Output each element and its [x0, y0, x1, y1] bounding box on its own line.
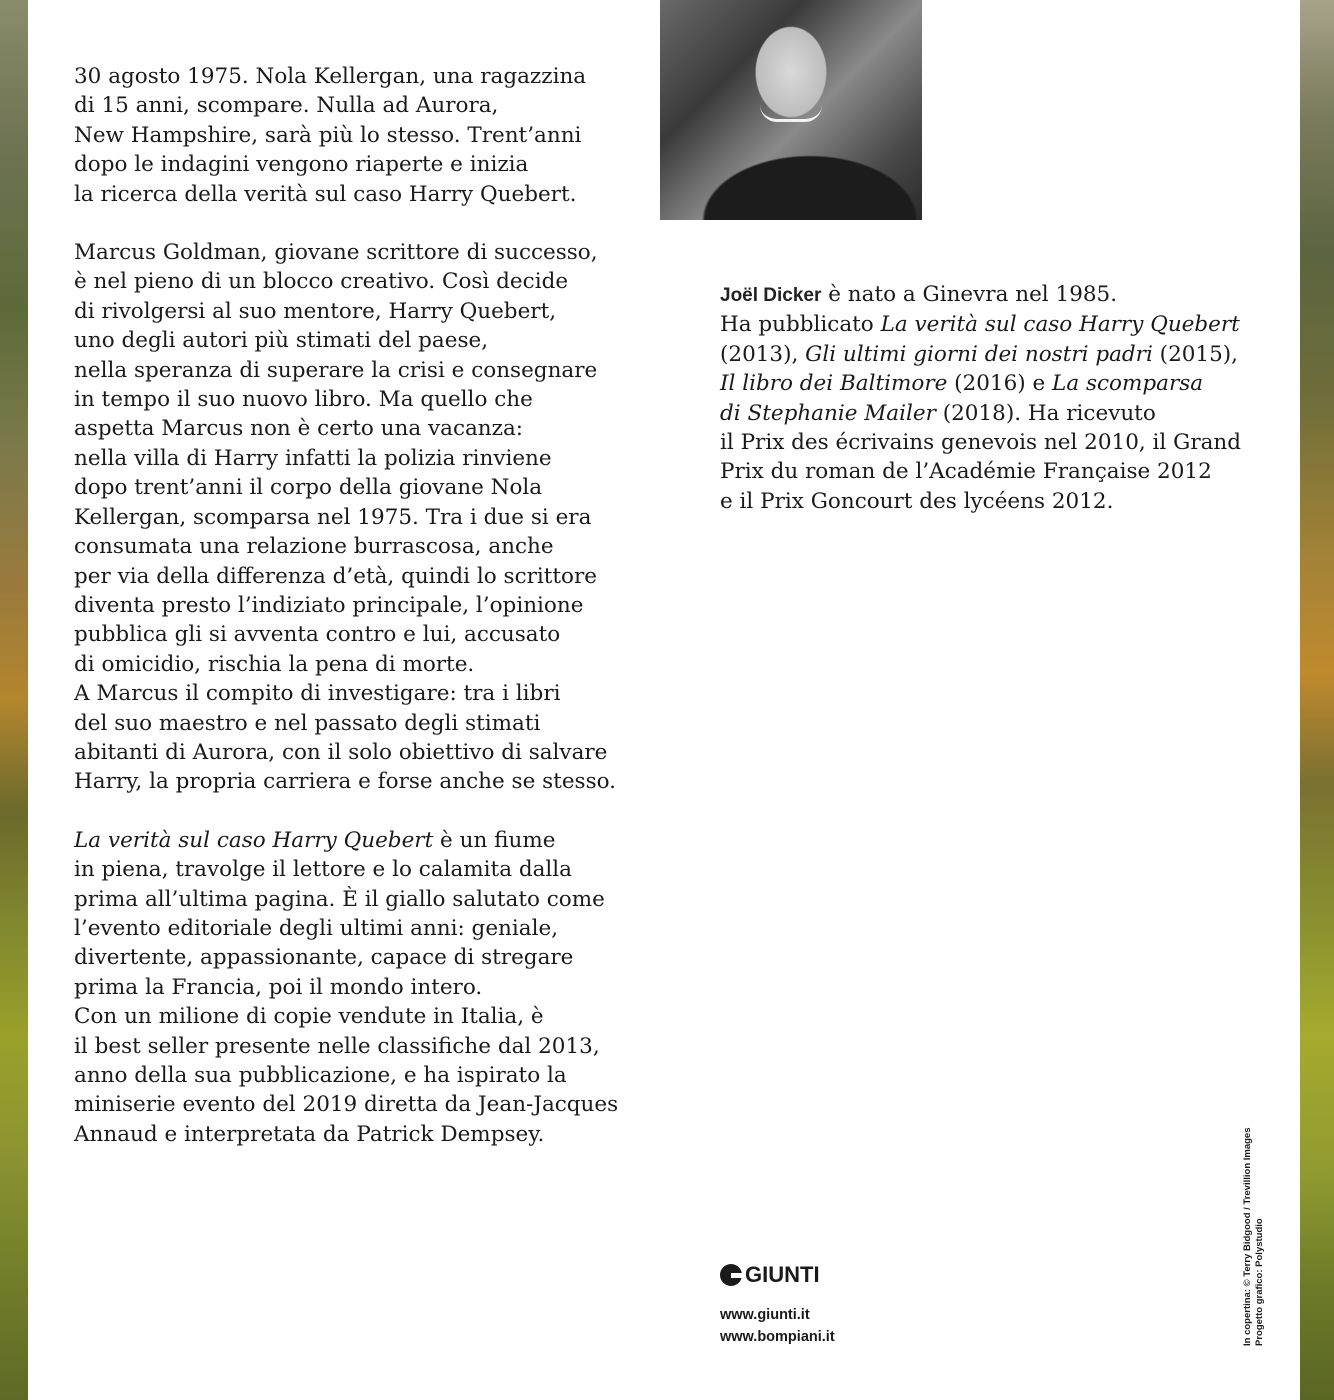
text-line: aspetta Marcus non è certo una vacanza: — [74, 416, 524, 442]
text-line: abitanti di Aurora, con il solo obiettivo di salvare — [74, 739, 608, 765]
url-link[interactable]: www.bompiani.it — [720, 1329, 835, 1345]
text-line: in piena, travolge il lettore e lo calamita dalla — [74, 857, 572, 883]
text-line: Ha pubblicato La verità sul caso Harry Quebert — [720, 312, 1240, 338]
text-line: per via della differenza d’età, quindi lo scrittore — [74, 563, 597, 589]
text-line: nella speranza di superare la crisi e consegnare — [74, 357, 598, 383]
credit-line: In copertina: © Terry Bidgood / Trevillion Images — [1242, 1127, 1253, 1346]
text-line: di 15 anni, scompare. Nulla ad Aurora, — [74, 93, 499, 119]
text-line: Kellergan, scomparsa nel 1975. Tra i due si era — [74, 504, 592, 530]
book-title: La verità sul caso Harry Quebert — [74, 827, 434, 853]
blurb-text — [74, 62, 619, 1149]
text-line: Joël Dicker è nato a Ginevra nel 1985. — [720, 282, 1118, 307]
publisher-urls — [720, 1304, 835, 1348]
text-line: Annaud e interpretata da Patrick Dempsey. — [74, 1121, 545, 1147]
cover-credits — [1242, 1128, 1266, 1347]
text-line: prima la Francia, poi il mondo intero. — [74, 974, 483, 1000]
text-line: e il Prix Goncourt des lycéens 2012. — [720, 488, 1114, 514]
text-line: pubblica gli si avventa contro e lui, accusato — [74, 622, 561, 648]
text-line: il Prix des écrivains genevois nel 2010, il Grand — [720, 430, 1242, 456]
giunti-g-icon — [720, 1264, 742, 1286]
blurb-paragraph-3 — [74, 826, 619, 1149]
author-name: Joël Dicker — [720, 285, 822, 306]
text-line: nella villa di Harry infatti la polizia rinviene — [74, 445, 552, 471]
text-line: anno della sua pubblicazione, e ha ispirato la — [74, 1063, 567, 1088]
credit-line: Progetto grafico: Polystudio — [1254, 1218, 1265, 1346]
blurb-paragraph-1 — [74, 62, 604, 209]
text-line: diventa presto l’indiziato principale, l’opinione — [74, 592, 584, 618]
text-line: Harry, la propria carriera e forse anche se stesso. — [74, 769, 617, 795]
text-line: Prix du roman de l’Académie Française 2012 — [720, 459, 1212, 485]
book-title: di Stephanie Mailer — [720, 400, 936, 426]
text-line: di omicidio, rischia la pena di morte. — [74, 651, 475, 677]
url-link[interactable]: www.giunti.it — [720, 1307, 810, 1323]
publisher-logo — [720, 1262, 820, 1288]
text-line: La verità sul caso Harry Quebert è un fiume — [74, 827, 556, 853]
author-photo — [660, 0, 922, 220]
text-line: New Hampshire, sarà più lo stesso. Trent’anni — [74, 122, 582, 148]
book-title: Gli ultimi giorni dei nostri padri — [805, 341, 1153, 367]
text-line: divertente, appassionante, capace di stregare — [74, 945, 574, 971]
text-line: consumata una relazione burrascosa, anche — [74, 534, 554, 560]
text-line: A Marcus il compito di investigare: tra i libri — [74, 681, 561, 707]
text-line: Con un milione di copie vendute in Italia, è — [74, 1004, 544, 1030]
author-bio — [720, 280, 1280, 516]
text-line: Marcus Goldman, giovane scrittore di successo, — [74, 240, 598, 266]
cover-art-edge-left — [0, 0, 28, 1400]
text-line: 30 agosto 1975. Nola Kellergan, una ragazzina — [74, 64, 587, 89]
book-title: Il libro dei Baltimore — [720, 371, 948, 397]
text-line: l’evento editoriale degli ultimi anni: geniale, — [74, 915, 559, 941]
text-line: la ricerca della verità sul caso Harry Quebert. — [74, 181, 577, 207]
text-line: miniserie evento del 2019 diretta da Jean-Jacques — [74, 1092, 619, 1118]
cover-art-edge-right — [1300, 0, 1334, 1400]
text-line: dopo trent’anni il corpo della giovane Nola — [74, 475, 543, 501]
publisher-name: GIUNTI — [745, 1262, 820, 1287]
blurb-paragraph-2 — [74, 238, 617, 797]
text-line: dopo le indagini vengono riaperte e inizia — [74, 152, 529, 178]
text-line: in tempo il suo nuovo libro. Ma quello che — [74, 387, 533, 413]
text-line: il best seller presente nelle classifiche dal 2013, — [74, 1033, 600, 1059]
text-line: è nel pieno di un blocco creativo. Così decide — [74, 269, 569, 295]
text-line: di Stephanie Mailer (2018). Ha ricevuto — [720, 400, 1156, 426]
text-line: di rivolgersi al suo mentore, Harry Quebert, — [74, 298, 557, 324]
text-line: uno degli autori più stimati del paese, — [74, 328, 489, 354]
text-line: Il libro dei Baltimore (2016) e La scomparsa — [720, 371, 1204, 397]
text-line: prima all’ultima pagina. È il giallo salutato come — [74, 886, 605, 912]
book-title: La verità sul caso Harry Quebert — [880, 312, 1240, 338]
text-line: del suo maestro e nel passato degli stimati — [74, 710, 541, 736]
text-line: (2013), Gli ultimi giorni dei nostri padri (2015), — [720, 341, 1239, 367]
book-title: La scomparsa — [1052, 371, 1204, 397]
